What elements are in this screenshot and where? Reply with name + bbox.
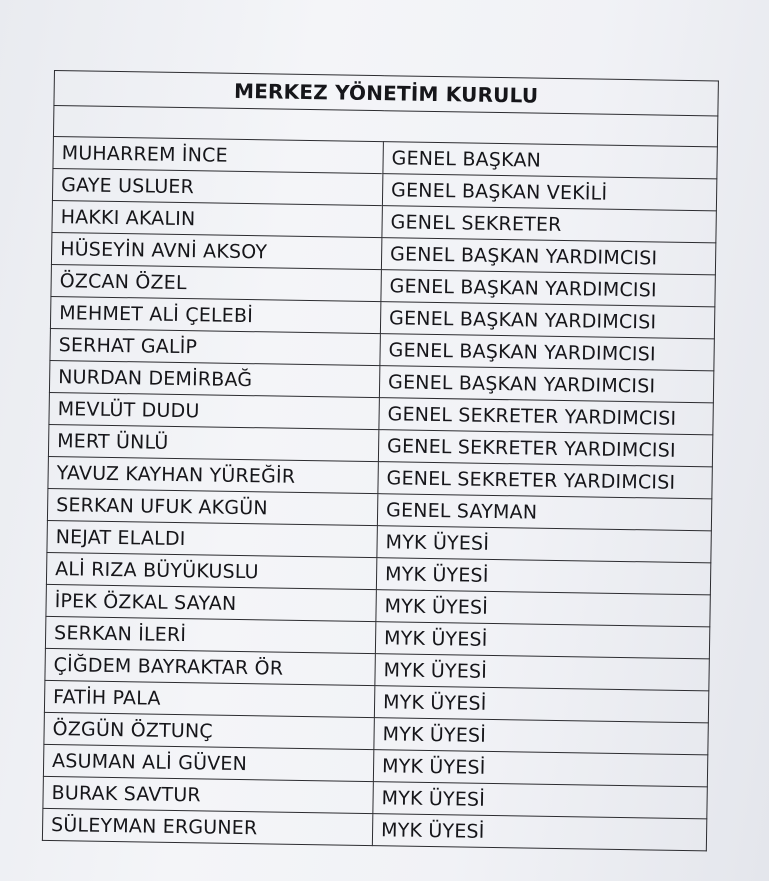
member-role: MYK ÜYESİ <box>374 686 708 723</box>
member-role: GENEL SEKRETER YARDIMCISI <box>378 462 712 499</box>
member-role: MYK ÜYESİ <box>376 590 710 627</box>
document-sheet <box>42 70 718 851</box>
member-role: GENEL BAŞKAN YARDIMCISI <box>381 270 715 307</box>
member-name: MERT ÜNLÜ <box>48 424 378 461</box>
member-name: SERKAN İLERİ <box>45 616 375 653</box>
member-role: GENEL BAŞKAN YARDIMCISI <box>380 334 714 371</box>
member-role: MYK ÜYESİ <box>377 526 711 563</box>
member-name: İPEK ÖZKAL SAYAN <box>46 584 376 621</box>
member-name: MEVLÜT DUDU <box>49 392 379 429</box>
member-name: NEJAT ELALDI <box>47 520 377 557</box>
member-name: ALİ RIZA BÜYÜKUSLU <box>46 552 376 589</box>
member-role: MYK ÜYESİ <box>372 814 706 851</box>
member-name: ÖZGÜN ÖZTUNÇ <box>44 712 374 749</box>
member-role: MYK ÜYESİ <box>375 622 709 659</box>
member-role: GENEL SEKRETER YARDIMCISI <box>379 398 713 435</box>
member-role: MYK ÜYESİ <box>373 782 707 819</box>
member-name: HÜSEYİN AVNİ AKSOY <box>51 232 381 269</box>
member-role: GENEL SEKRETER <box>382 206 716 243</box>
member-name: SÜLEYMAN ERGUNER <box>42 808 372 845</box>
member-name: GAYE USLUER <box>52 168 382 205</box>
member-role: GENEL BAŞKAN YARDIMCISI <box>381 238 715 275</box>
member-role: GENEL BAŞKAN YARDIMCISI <box>380 302 714 339</box>
member-name: ÇİĞDEM BAYRAKTAR ÖR <box>45 648 375 685</box>
member-role: MYK ÜYESİ <box>373 750 707 787</box>
member-role: GENEL SAYMAN <box>377 494 711 531</box>
member-role: GENEL BAŞKAN VEKİLİ <box>382 174 716 211</box>
member-role: GENEL BAŞKAN YARDIMCISI <box>379 366 713 403</box>
member-name: HAKKI AKALIN <box>52 200 382 237</box>
member-name: BURAK SAVTUR <box>43 776 373 813</box>
member-name: ÖZCAN ÖZEL <box>51 264 381 301</box>
member-name: MUHARREM İNCE <box>53 136 383 173</box>
document-title: MERKEZ YÖNETİM KURULU <box>54 71 718 116</box>
board-table-body <box>42 71 718 851</box>
member-name: ASUMAN ALİ GÜVEN <box>43 744 373 781</box>
member-name: NURDAN DEMİRBAĞ <box>49 360 379 397</box>
member-name: SERKAN UFUK AKGÜN <box>47 488 377 525</box>
member-role: MYK ÜYESİ <box>374 718 708 755</box>
member-name: YAVUZ KAYHAN YÜREĞİR <box>48 456 378 493</box>
member-role: GENEL SEKRETER YARDIMCISI <box>378 430 712 467</box>
member-role: GENEL BAŞKAN <box>383 142 717 179</box>
member-name: FATİH PALA <box>44 680 374 717</box>
member-role: MYK ÜYESİ <box>376 558 710 595</box>
board-table <box>42 70 719 851</box>
member-name: SERHAT GALİP <box>50 328 380 365</box>
member-role: MYK ÜYESİ <box>375 654 709 691</box>
member-name: MEHMET ALİ ÇELEBİ <box>50 296 380 333</box>
